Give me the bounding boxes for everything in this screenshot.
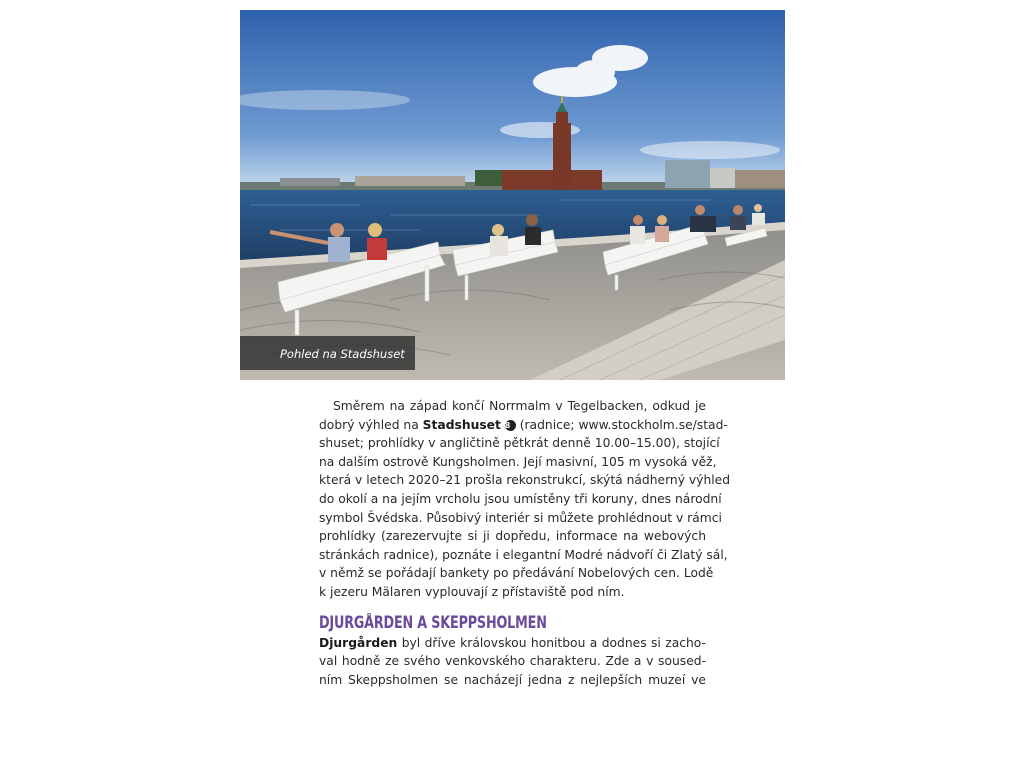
text-span: (radnice; www.stockholm.se/stad- (515, 417, 728, 432)
stadshuset-bold: Stadshuset (422, 417, 501, 432)
text-line: prohlídky (zarezervujte si ji dopředu, informace na webových (319, 529, 706, 544)
photo-illustration (240, 10, 785, 380)
text-span: byl dříve královskou honitbou a dodnes si zacho- (397, 635, 706, 650)
text-span: dobrý výhled na (319, 417, 423, 432)
photo-caption-box (240, 336, 415, 370)
text-line: Směrem na západ končí Norrmalm v Tegelbacken, odkud je (333, 399, 706, 413)
text-line: val hodně ze svého venkovského charakteru. Zde a v soused- (319, 654, 706, 669)
stadshuset-paragraph (319, 397, 731, 602)
text-line: na dalším ostrově Kungsholmen. Její masivní, 105 m vysoká věž, (319, 454, 717, 469)
text-line (319, 416, 728, 435)
text-line: k jezeru Mälaren vyplouvají z přístaviště pod ním. (319, 584, 625, 599)
text-line: shuset; prohlídky v angličtině pětkrát denně 10.00–15.00), stojící (319, 436, 720, 451)
text-line: ním Skeppsholmen se nacházejí jedna z nejlepších muzeí ve (319, 672, 706, 687)
photo-caption: Pohled na Stadshuset (280, 347, 405, 361)
text-line: do okolí a na jejím vrcholu jsou umístěny tři koruny, dnes národní (319, 491, 722, 506)
text-line: stránkách radnice), poznáte i elegantní Modré nádvoří či Zlatý sál, (319, 547, 728, 562)
article-text (319, 397, 731, 689)
text-line (319, 634, 706, 653)
djurgarden-paragraph (319, 634, 706, 690)
text-line: v němž se pořádají bankety po předávání Nobelových cen. Lodě (319, 566, 714, 581)
text-line: symbol Švédska. Působivý interiér si můžete prohlédnout v rámci (319, 510, 722, 525)
text-line: která v letech 2020–21 prošla rekonstrukcí, skýtá nádherný výhled (319, 473, 731, 488)
djurgarden-bold: Djurgården (319, 635, 398, 650)
map-marker-icon: 8 (505, 420, 516, 431)
section-heading: DJURGÅRDEN A SKEPPSHOLMEN (319, 612, 547, 632)
stadshuset-photo (240, 10, 785, 380)
